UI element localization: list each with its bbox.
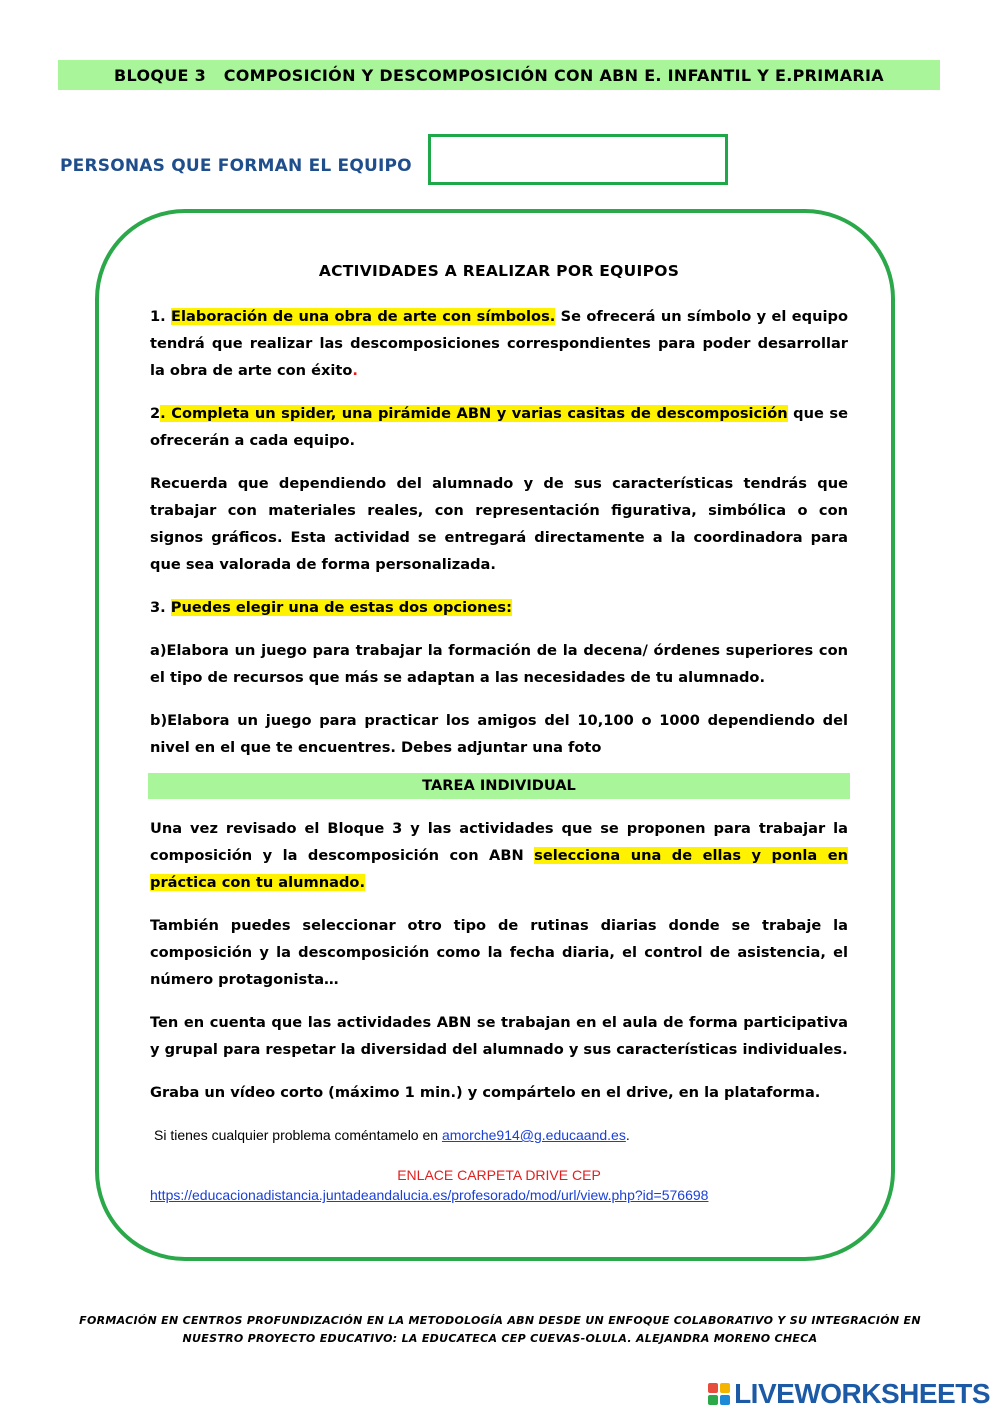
individual-p1-highlight: selecciona una de ellas y ponla en práctica con tu alumnado.	[150, 847, 848, 891]
liveworksheets-brand[interactable]	[708, 1378, 990, 1410]
reminder-paragraph: Recuerda que dependiendo del alumnado y de sus características tendrás que trabajar con materiales reales, con representación figurativa, simbólica o con signos gráficos. Esta actividad se entregará directamente a la coordinadora para que sea valorada de forma personalizada.	[150, 475, 848, 573]
activity-3	[150, 594, 848, 621]
individual-task-bar: TAREA INDIVIDUAL	[148, 773, 850, 799]
team-members-label: PERSONAS QUE FORMAN EL EQUIPO	[60, 156, 412, 176]
activity-1-dot: .	[352, 362, 358, 379]
activities-title: ACTIVIDADES A REALIZAR POR EQUIPOS	[318, 262, 680, 280]
activity-3-highlight: Puedes elegir una de estas dos opciones:	[170, 599, 512, 616]
option-a: a)Elabora un juego para trabajar la formación de la decena/ órdenes superiores con el tipo de recursos que más se adaptan a las necesidades de tu alumnado.	[150, 642, 848, 686]
individual-paragraph-4: Graba un vídeo corto (máximo 1 min.) y compártelo en el drive, en la plataforma.	[150, 1084, 821, 1101]
liveworksheets-logo-icon	[708, 1383, 730, 1405]
contact-text: Si tienes cualquier problema coméntamelo en	[154, 1127, 442, 1143]
activity-1-text: Se ofrecerá un símbolo y el equipo tendrá que realizar las descomposiciones correspondientes para poder desarrollar la obra de arte con éxito	[150, 308, 848, 379]
individual-paragraph-2: También puedes seleccionar otro tipo de rutinas diarias donde se trabaje la composición y la descomposición como la fecha diaria, el control de asistencia, el número protagonista…	[150, 917, 848, 988]
footer-credits	[60, 1312, 940, 1348]
footer-line-2: NUESTRO PROYECTO EDUCATIVO: LA EDUCATECA CEP CUEVAS-OLULA. ALEJANDRA MORENO CHECA	[182, 1332, 818, 1345]
footer-line-1: FORMACIÓN EN CENTROS PROFUNDIZACIÓN EN LA METODOLOGÍA ABN DESDE UN ENFOQUE COLABORATIVO Y SU INTEGRACIÓN EN	[79, 1314, 921, 1327]
contact-email-link[interactable]: amorche914@g.educaand.es	[441, 1127, 626, 1143]
liveworksheets-wordmark: LIVEWORKSHEETS	[734, 1378, 990, 1409]
option-b: b)Elabora un juego para practicar los amigos del 10,100 o 1000 dependiendo del nivel en el que te encuentres. Debes adjuntar una foto	[150, 712, 848, 756]
drive-url-line	[150, 1185, 848, 1205]
activity-2	[150, 400, 848, 454]
contact-end: .	[625, 1127, 630, 1143]
activity-1-highlight: Elaboración de una obra de arte con símbolos.	[171, 308, 556, 325]
drive-folder-link[interactable]: https://educacionadistancia.juntadeandalucia.es/profesorado/mod/url/view.php?id=576698	[150, 1187, 709, 1203]
activity-1-number: 1.	[150, 308, 172, 325]
drive-folder-label: ENLACE CARPETA DRIVE CEP	[397, 1167, 601, 1183]
individual-paragraph-1	[150, 815, 848, 896]
block-title-banner: BLOQUE 3 COMPOSICIÓN Y DESCOMPOSICIÓN CON ABN E. INFANTIL Y E.PRIMARIA	[58, 60, 940, 90]
activity-2-highlight: . Completa un spider, una pirámide ABN y varias casitas de descomposición	[160, 405, 788, 422]
activity-1	[150, 303, 848, 384]
activities-content	[150, 258, 848, 1221]
activity-2-number: 2	[150, 405, 161, 422]
activity-2-text: que se ofrecerán a cada equipo.	[150, 405, 849, 449]
individual-paragraph-3: Ten en cuenta que las actividades ABN se trabajan en el aula de forma participativa y grupal para respetar la diversidad del alumnado y sus características individuales.	[150, 1014, 848, 1058]
team-members-input[interactable]	[428, 134, 728, 185]
contact-line	[154, 1122, 848, 1149]
activity-3-number: 3.	[150, 599, 171, 616]
individual-p1-text: Una vez revisado el Bloque 3 y las actividades que se proponen para trabajar la composición y la descomposición con ABN	[150, 820, 848, 864]
